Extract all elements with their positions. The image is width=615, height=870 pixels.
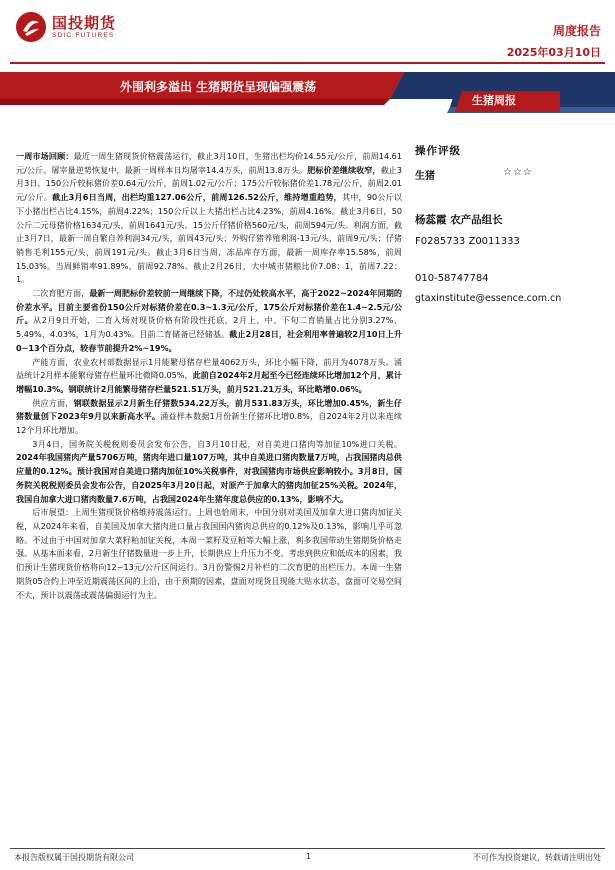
report-date: 2025年03月10日: [506, 46, 601, 59]
company-name-cn: 国投期货: [52, 13, 117, 32]
paragraph-secondary-fattening: 二次育肥方面，最新一周肥标价差较前一周继续下降，不过仍处较高水平，高于2022~2024年同期的价差水平。目前主要省份150公斤对标猪价差在0.3~1.3元/公斤，175公斤对标猪价差在1.4~2.5元/公斤。从2月9日开始，二育入场对现货价格有阶段性托底，2月上、中、下旬二育销量占比分别3.27%、5.49%、4.03%，1月为0.43%。目前二育储备已经储基。截止2月28日，社会利用率普遍较2月10日上升0~13个百分点，较春节前提升2%~19%。: [16, 288, 402, 353]
paragraph-supply: 供应方面，钢联数据显示2月新生仔猪数534.22万头，前月531.83万头，环比增加0.45%，新生仔猪数量创下2023年9月以来新高水平。涌益样本数据1月份新生仔猪环比增0.8%，自2024年2月以来连续12个月环比增加。: [16, 397, 402, 436]
page-number: 1: [306, 852, 312, 861]
company-logo: [14, 10, 116, 44]
company-name-en: SDIC FUTURES: [52, 31, 115, 39]
footer-divider: [10, 848, 605, 849]
report-body: [16, 150, 402, 602]
sdic-logo-icon: [14, 10, 48, 44]
paragraph-outlook: 后市展望：上周生猪现货价格维持震荡运行。上周也恰周末，中国分别对美国及加拿大进口猪肉加征关税，从2024年来看，自美国及加拿大猪肉进口量占我国国内猪肉总供应的0.12%及0.13%，影响几乎可忽略。不过由于中国对加拿大菜籽粕加征关税，本周一菜籽及豆粕等大幅上涨，利多我国带动生猪期货价格走强。从基本面来看，2月新生仔猪数量进一步上升，长期供应上升压力不变。考虑到供应和低成本的因素，我们预计生猪现货价格将向12~13元/公斤区间运行。3月份警惕2月补栏的二次育肥的出栏压力。本周一生猪期货05合约上冲至近期震荡区间的上沿，由于预期的因素，盘面对现货且现能大贴水状态，盘面可交易空间不大，预计以震荡或震荡偏弱运行为主。: [16, 507, 402, 600]
sidebar: [415, 143, 605, 304]
paragraph-capacity: 产能方面，农业农村部数据显示1月能繁母猪存栏量4062万头，环比小幅下降，前月为4078万头。涌益统计2月样本能繁母猪存栏量环比微降0.05%，此前自2024年2月起至今已经连续环比增加12个月，累计增幅10.3%。钢联统计2月能繁母猪存栏量521.51万头，前月521.21万头，环比略增0.06%。: [16, 356, 402, 394]
rating-row: [415, 167, 605, 182]
report-title: 外围利多溢出 生猪期货呈现偏强震荡: [120, 80, 317, 94]
analyst-name: 杨蕊霞 农产品组长: [415, 214, 503, 226]
analyst-license: F0285733 Z0011333: [415, 236, 520, 247]
rating-item: 生猪: [415, 171, 435, 182]
header-divider: [10, 62, 605, 64]
report-category: 生猪周报: [472, 94, 516, 107]
contact-email[interactable]: gtaxinstitute@essence.com.cn: [415, 293, 562, 304]
contact-phone: 010-58747784: [415, 273, 489, 284]
rating-stars-icon: ☆☆☆: [503, 167, 533, 178]
paragraph-tariff: 3月4日，国务院关税税则委员会发布公告，自3月10日起，对自美进口猪肉等加征10%进口关税。2024年我国猪肉产量5706万吨，猪肉年进口量107万吨，其中自美进口猪肉数量7万吨，占我国猪肉总供应量的0.12%。预计我国对自美进口猪肉加征10%关税事件，对我国猪肉市场供应影响较小。3月8日，国务院关税税则委员会发布公告，自2025年3月20日起，对原产于加拿大的猪肉加征25%关税。2024年，我国自加拿大进口猪肉数量7.6万吨，占我国2024年生猪年度总供应的0.13%，影响不大。: [16, 438, 402, 504]
footer-disclaimer: 不可作为投资建议，转载请注明出处: [473, 853, 601, 862]
footer-copyright: 本报告版权属于国投期货有限公司: [14, 853, 134, 862]
report-type: 周度报告: [552, 24, 601, 38]
paragraph-market-review: 一周市场回顾：最近一周生猪现货价格震荡运行，截止3月10日，生猪出栏均价14.55元/公斤，前周14.61元/公斤。屠宰量逆势恢复中，最新一周样本日均屠宰14.4万头，前周13.8万头。肥标价差继续收窄，截止3月3日，150公斤较标猪价差0.64元/公斤，前周1.02元/公斤；175公斤较标猪价差1.78元/公斤，前周2.01元/公斤。截止3月6日当周，出栏均重127.06公斤，前周126.52公斤，维持增重趋势，其中，90公斤以下小猪出栏占比4.15%，前周4.22%；150公斤以上大猪出栏占比4.23%，前周4.16%。截止3月6日，50公斤二元母猪价格1634元/头，前周1641元/头。15公斤仔猪价格560元/头，前周594元/头。利润方面，截止3月7日，最新一周自繁自养利润34元/头，前周43元/头；外购仔猪养殖利润-13元/头，前周9元/头；仔猪销售毛利155元/头，前周191元/头。截止3月6日当周，冻品库存方面，最新一周库存率15.58%，前周15.03%。当周鲜销率91.89%，前周92.78%。截止2月26日，大中城市猪粮比价7.08：1，前周7.22：1。: [16, 151, 402, 285]
rating-title: 操作评级: [415, 145, 461, 157]
